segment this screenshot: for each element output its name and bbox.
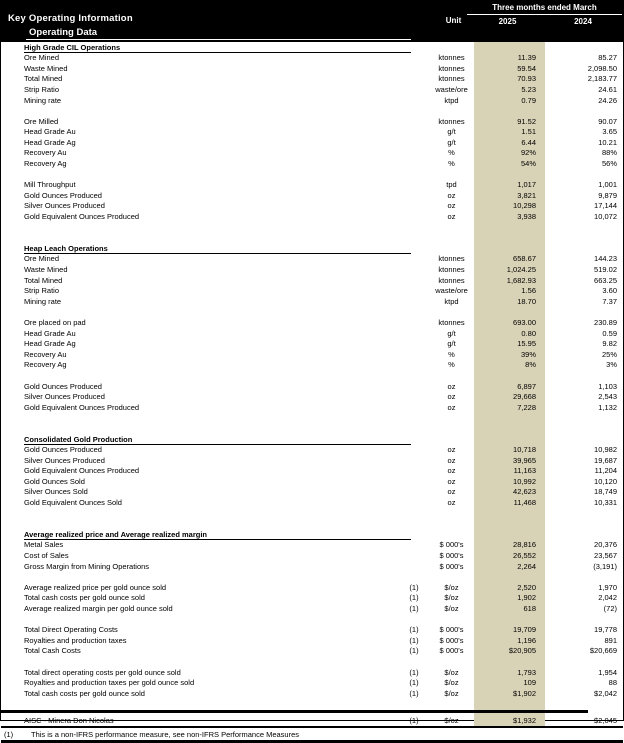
row-value-2024: 1,970 bbox=[598, 582, 617, 592]
row-value-2024: 2,543 bbox=[598, 392, 617, 402]
row-unit: $ 000's bbox=[439, 540, 464, 550]
row-unit: oz bbox=[447, 476, 456, 486]
row-value-2025: 1,682.93 bbox=[474, 275, 545, 286]
spacer-row bbox=[1, 169, 623, 180]
row-value-2024: 24.61 bbox=[598, 84, 617, 94]
section-title: Heap Leach Operations bbox=[24, 243, 108, 253]
row-value-2024: 230.89 bbox=[594, 317, 617, 327]
row-unit: waste/ore bbox=[435, 84, 468, 94]
row-value-2025: 1,902 bbox=[474, 593, 545, 604]
row-value-2024: 144.23 bbox=[594, 254, 617, 264]
row-value-2025: 10,718 bbox=[474, 445, 545, 456]
table-row bbox=[1, 317, 623, 328]
row-unit: ktonnes bbox=[438, 53, 465, 63]
table-row bbox=[1, 561, 623, 572]
row-label: Strip Ratio bbox=[24, 286, 60, 296]
table-row bbox=[1, 360, 623, 371]
row-value-2024: 9,879 bbox=[598, 190, 617, 200]
row-value-2025: 70.93 bbox=[474, 74, 545, 85]
table-row bbox=[1, 127, 623, 138]
row-unit: ktonnes bbox=[438, 254, 465, 264]
spacer-row bbox=[1, 519, 623, 530]
row-value-2025: 18.70 bbox=[474, 296, 545, 307]
row-unit: $ 000's bbox=[439, 561, 464, 571]
table-row bbox=[1, 275, 623, 286]
row-label: Recovery Au bbox=[24, 349, 67, 359]
row-value-2025: 15.95 bbox=[474, 339, 545, 350]
row-label: Ore Milled bbox=[24, 116, 59, 126]
row-unit: oz bbox=[447, 487, 456, 497]
section-value-2025 bbox=[474, 529, 545, 540]
row-value-2024: 1,132 bbox=[598, 402, 617, 412]
row-footnote-ref: (1) bbox=[409, 582, 419, 592]
row-label: Average realized price per gold ounce sold bbox=[24, 582, 167, 592]
row-value-2024: 10,072 bbox=[594, 212, 617, 222]
row-label: Silver Ounces Produced bbox=[24, 455, 105, 465]
table-row bbox=[1, 328, 623, 339]
row-unit: oz bbox=[447, 445, 456, 455]
row-value-2025: 3,821 bbox=[474, 190, 545, 201]
section-value-2025 bbox=[474, 434, 545, 445]
row-unit: $/oz bbox=[444, 582, 459, 592]
report-header bbox=[1, 1, 623, 42]
row-value-2024: $2,042 bbox=[594, 688, 617, 698]
row-unit: $/oz bbox=[444, 678, 459, 688]
row-value-2024: $2,045 bbox=[594, 715, 617, 725]
row-unit: g/t bbox=[447, 127, 456, 137]
row-label: Total direct operating costs per gold ounce sold bbox=[24, 667, 181, 677]
row-unit: ktonnes bbox=[438, 265, 465, 275]
aisc-row bbox=[1, 715, 623, 726]
row-value-2024: 85.27 bbox=[598, 53, 617, 63]
unit-column-header: Unit bbox=[445, 16, 462, 25]
spacer-value-2025 bbox=[474, 423, 545, 434]
spacer-value-2025 bbox=[474, 699, 545, 710]
spacer-value-2025 bbox=[474, 169, 545, 180]
spacer-value-2025 bbox=[474, 656, 545, 667]
row-label: Ore Mined bbox=[24, 53, 60, 63]
spacer-value-2025 bbox=[474, 572, 545, 583]
row-unit: g/t bbox=[447, 339, 456, 349]
row-unit: ktonnes bbox=[438, 63, 465, 73]
row-value-2025: 1,196 bbox=[474, 635, 545, 646]
row-label: Average realized margin per gold ounce sold bbox=[24, 604, 173, 614]
row-value-2024: 663.25 bbox=[594, 275, 617, 285]
row-value-2024: 3.60 bbox=[602, 286, 617, 296]
row-value-2024: 1,001 bbox=[598, 180, 617, 190]
table-row bbox=[1, 148, 623, 159]
row-label: Silver Ounces Produced bbox=[24, 392, 105, 402]
row-value-2024: 10,120 bbox=[594, 476, 617, 486]
row-value-2025: 5.23 bbox=[474, 84, 545, 95]
table-row bbox=[1, 286, 623, 297]
period-underline bbox=[467, 14, 622, 15]
spacer-value-2025 bbox=[474, 508, 545, 519]
row-label: Gold Ounces Produced bbox=[24, 445, 102, 455]
table-row bbox=[1, 212, 623, 223]
row-label: Total Direct Operating Costs bbox=[24, 625, 118, 635]
table-row bbox=[1, 487, 623, 498]
year-2025-column-header: 2025 bbox=[498, 17, 517, 26]
row-label: Head Grade Au bbox=[24, 328, 76, 338]
table-row bbox=[1, 455, 623, 466]
row-unit: % bbox=[448, 148, 455, 158]
table-row bbox=[1, 339, 623, 350]
row-label: Royalties and production taxes per gold ounce sold bbox=[24, 678, 195, 688]
row-value-2024: 1,954 bbox=[598, 667, 617, 677]
row-value-2024: 7.37 bbox=[602, 296, 617, 306]
row-value-2025: 109 bbox=[474, 678, 545, 689]
row-unit: $/oz bbox=[444, 593, 459, 603]
table-row bbox=[1, 159, 623, 170]
row-label: Recovery Ag bbox=[24, 360, 67, 370]
row-label: Gold Equivalent Ounces Produced bbox=[24, 402, 140, 412]
row-value-2025: $1,902 bbox=[474, 688, 545, 699]
row-label: Total cash costs per gold ounce sold bbox=[24, 593, 145, 603]
spacer-value-2025 bbox=[474, 106, 545, 117]
row-label: Recovery Ag bbox=[24, 159, 67, 169]
table-row bbox=[1, 137, 623, 148]
row-value-2024: 56% bbox=[601, 159, 617, 169]
row-value-2025: 91.52 bbox=[474, 116, 545, 127]
row-unit: oz bbox=[447, 190, 456, 200]
row-value-2024: 0.59 bbox=[602, 328, 617, 338]
row-label: Ore placed on pad bbox=[24, 317, 86, 327]
table-row bbox=[1, 84, 623, 95]
row-unit: g/t bbox=[447, 137, 456, 147]
row-footnote-ref: (1) bbox=[409, 625, 419, 635]
section-title: Average realized price and Average realized margin bbox=[24, 529, 207, 539]
table-row bbox=[1, 445, 623, 456]
row-label: Waste Mined bbox=[24, 265, 68, 275]
table-row bbox=[1, 466, 623, 477]
row-value-2025: 11,163 bbox=[474, 466, 545, 477]
row-label: Gross Margin from Mining Operations bbox=[24, 561, 150, 571]
table-row bbox=[1, 551, 623, 562]
row-value-2025: 8% bbox=[474, 360, 545, 371]
row-value-2024: 90.07 bbox=[598, 116, 617, 126]
table-body bbox=[1, 42, 623, 726]
row-unit: ktonnes bbox=[438, 74, 465, 84]
row-unit: $/oz bbox=[444, 604, 459, 614]
table-row bbox=[1, 349, 623, 360]
spacer-value-2025 bbox=[474, 370, 545, 381]
row-value-2025: 1,793 bbox=[474, 667, 545, 678]
table-row bbox=[1, 476, 623, 487]
table-row bbox=[1, 593, 623, 604]
row-label: Head Grade Au bbox=[24, 127, 76, 137]
spacer-row bbox=[1, 656, 623, 667]
row-value-2024: 88% bbox=[601, 148, 617, 158]
row-unit: % bbox=[448, 159, 455, 169]
spacer-value-2025 bbox=[474, 222, 545, 233]
row-label: Total Mined bbox=[24, 275, 63, 285]
row-label: Silver Ounces Produced bbox=[24, 201, 105, 211]
row-label: AISC - Minera Don Nicolas bbox=[24, 715, 114, 725]
row-unit: oz bbox=[447, 466, 456, 476]
table-row bbox=[1, 180, 623, 191]
row-value-2024: 19,687 bbox=[594, 455, 617, 465]
row-value-2025: 92% bbox=[474, 148, 545, 159]
row-label: Mining rate bbox=[24, 95, 62, 105]
section-header-row bbox=[1, 42, 623, 53]
row-value-2025: 39% bbox=[474, 349, 545, 360]
row-value-2025: 7,228 bbox=[474, 402, 545, 413]
row-value-2025: 6.44 bbox=[474, 137, 545, 148]
row-value-2024: 2,042 bbox=[598, 593, 617, 603]
row-label: Recovery Au bbox=[24, 148, 67, 158]
row-label: Gold Ounces Produced bbox=[24, 190, 102, 200]
row-value-2024: 20,376 bbox=[594, 540, 617, 550]
row-value-2024: 19,778 bbox=[594, 625, 617, 635]
table-row bbox=[1, 688, 623, 699]
spacer-value-2025 bbox=[474, 307, 545, 318]
row-unit: g/t bbox=[447, 328, 456, 338]
row-label: Ore Mined bbox=[24, 254, 60, 264]
row-footnote-ref: (1) bbox=[409, 646, 419, 656]
table-row bbox=[1, 540, 623, 551]
row-value-2024: 10,331 bbox=[594, 498, 617, 508]
spacer-value-2025 bbox=[474, 413, 545, 424]
row-value-2025: 658.67 bbox=[474, 254, 545, 265]
table-row bbox=[1, 116, 623, 127]
row-unit: waste/ore bbox=[435, 286, 468, 296]
row-value-2024: 10.21 bbox=[598, 137, 617, 147]
table-row bbox=[1, 296, 623, 307]
spacer-row bbox=[1, 699, 623, 710]
table-row bbox=[1, 381, 623, 392]
row-value-2025: 1,017 bbox=[474, 180, 545, 191]
row-value-2025: 2,520 bbox=[474, 582, 545, 593]
row-unit: $/oz bbox=[444, 688, 459, 698]
spacer-row bbox=[1, 222, 623, 233]
spacer-row bbox=[1, 307, 623, 318]
row-value-2024: 2,098.50 bbox=[587, 63, 617, 73]
row-unit: ktonnes bbox=[438, 116, 465, 126]
spacer-row bbox=[1, 423, 623, 434]
row-unit: oz bbox=[447, 201, 456, 211]
row-value-2024: 88 bbox=[608, 678, 617, 688]
row-value-2024: 25% bbox=[601, 349, 617, 359]
row-unit: oz bbox=[447, 455, 456, 465]
spacer-row bbox=[1, 106, 623, 117]
spacer-row bbox=[1, 572, 623, 583]
row-footnote-ref: (1) bbox=[409, 667, 419, 677]
row-label: Gold Equivalent Ounces Produced bbox=[24, 212, 140, 222]
row-value-2024: 17,144 bbox=[594, 201, 617, 211]
row-label: Gold Equivalent Ounces Produced bbox=[24, 466, 140, 476]
subtitle-underline bbox=[26, 39, 411, 40]
row-unit: oz bbox=[447, 402, 456, 412]
row-unit: oz bbox=[447, 212, 456, 222]
section-value-2025 bbox=[474, 42, 545, 53]
footnote-text: This is a non-IFRS performance measure, see non-IFRS Performance Measures bbox=[31, 729, 300, 739]
table-row bbox=[1, 74, 623, 85]
row-value-2025: 0.79 bbox=[474, 95, 545, 106]
row-value-2025: $1,932 bbox=[474, 715, 545, 726]
row-unit: $ 000's bbox=[439, 625, 464, 635]
table-row bbox=[1, 625, 623, 636]
period-column-header: Three months ended March bbox=[492, 3, 597, 12]
row-value-2024: 18,749 bbox=[594, 487, 617, 497]
row-unit: ktonnes bbox=[438, 317, 465, 327]
table-row bbox=[1, 635, 623, 646]
table-row bbox=[1, 63, 623, 74]
row-unit: % bbox=[448, 360, 455, 370]
row-value-2025: 10,298 bbox=[474, 201, 545, 212]
row-footnote-ref: (1) bbox=[409, 593, 419, 603]
row-value-2025: 29,668 bbox=[474, 392, 545, 403]
row-label: Mining rate bbox=[24, 296, 62, 306]
row-unit: oz bbox=[447, 498, 456, 508]
row-footnote-ref: (1) bbox=[409, 715, 419, 725]
row-value-2025: 3,938 bbox=[474, 212, 545, 223]
row-footnote-ref: (1) bbox=[409, 678, 419, 688]
section-header-row bbox=[1, 243, 623, 254]
table-row bbox=[1, 603, 623, 614]
row-label: Mill Throughput bbox=[24, 180, 76, 190]
table-row bbox=[1, 678, 623, 689]
spacer-row bbox=[1, 614, 623, 625]
spacer-row bbox=[1, 508, 623, 519]
table-row bbox=[1, 201, 623, 212]
row-value-2025: 39,965 bbox=[474, 455, 545, 466]
row-unit: $/oz bbox=[444, 715, 459, 725]
row-value-2024: (3,191) bbox=[593, 561, 617, 571]
page-title: Key Operating Information bbox=[8, 13, 133, 24]
row-value-2024: 10,982 bbox=[594, 445, 617, 455]
row-unit: tpd bbox=[446, 180, 457, 190]
table-row bbox=[1, 667, 623, 678]
row-label: Total Cash Costs bbox=[24, 646, 81, 656]
row-value-2025: 59.54 bbox=[474, 63, 545, 74]
row-value-2025: 1.56 bbox=[474, 286, 545, 297]
row-value-2025: 6,897 bbox=[474, 381, 545, 392]
table-row bbox=[1, 402, 623, 413]
row-footnote-ref: (1) bbox=[409, 688, 419, 698]
spacer-value-2025 bbox=[474, 233, 545, 244]
row-value-2025: 11.39 bbox=[474, 53, 545, 64]
row-value-2025: 26,552 bbox=[474, 551, 545, 562]
row-footnote-ref: (1) bbox=[409, 604, 419, 614]
row-label: Cost of Sales bbox=[24, 551, 69, 561]
row-value-2025: 19,709 bbox=[474, 625, 545, 636]
row-unit: % bbox=[448, 349, 455, 359]
row-label: Total cash costs per gold ounce sold bbox=[24, 688, 145, 698]
aisc-separator-bar bbox=[1, 710, 588, 713]
row-value-2025: 2,264 bbox=[474, 561, 545, 572]
section-title: Consolidated Gold Production bbox=[24, 434, 133, 444]
row-footnote-ref: (1) bbox=[409, 635, 419, 645]
row-value-2024: 891 bbox=[604, 635, 617, 645]
spacer-row bbox=[1, 413, 623, 424]
row-value-2025: 1,024.25 bbox=[474, 264, 545, 275]
row-value-2025: 0.80 bbox=[474, 328, 545, 339]
row-label: Waste Mined bbox=[24, 63, 68, 73]
section-header-row bbox=[1, 434, 623, 445]
row-value-2025: 1.51 bbox=[474, 127, 545, 138]
row-unit: ktpd bbox=[444, 296, 459, 306]
row-value-2025: 11,468 bbox=[474, 498, 545, 509]
row-label: Total Mined bbox=[24, 74, 63, 84]
spacer-value-2025 bbox=[474, 614, 545, 625]
table-row bbox=[1, 254, 623, 265]
row-value-2025: 54% bbox=[474, 159, 545, 170]
row-value-2024: 1,103 bbox=[598, 381, 617, 391]
row-value-2025: $20,905 bbox=[474, 646, 545, 657]
row-unit: ktpd bbox=[444, 95, 459, 105]
row-value-2025: 618 bbox=[474, 603, 545, 614]
table-row bbox=[1, 95, 623, 106]
spacer-value-2025 bbox=[474, 519, 545, 530]
row-unit: $ 000's bbox=[439, 635, 464, 645]
section-value-2025 bbox=[474, 243, 545, 254]
row-value-2025: 42,623 bbox=[474, 487, 545, 498]
row-label: Head Grade Ag bbox=[24, 339, 76, 349]
table-row bbox=[1, 582, 623, 593]
spacer-row bbox=[1, 233, 623, 244]
footnote-row bbox=[1, 728, 623, 740]
spacer-row bbox=[1, 370, 623, 381]
row-value-2024: 11,204 bbox=[594, 466, 617, 476]
row-value-2024: (72) bbox=[603, 604, 617, 614]
row-unit: $ 000's bbox=[439, 646, 464, 656]
table-row bbox=[1, 264, 623, 275]
year-2024-column-header: 2024 bbox=[574, 17, 592, 26]
row-label: Royalties and production taxes bbox=[24, 635, 127, 645]
row-unit: ktonnes bbox=[438, 275, 465, 285]
operating-data-subtitle: Operating Data bbox=[29, 27, 98, 38]
table-row bbox=[1, 53, 623, 64]
table-row bbox=[1, 498, 623, 509]
row-value-2024: 2,183.77 bbox=[587, 74, 617, 84]
row-value-2024: $20,669 bbox=[589, 646, 617, 656]
row-value-2024: 3.65 bbox=[602, 127, 617, 137]
row-value-2025: 693.00 bbox=[474, 317, 545, 328]
row-label: Head Grade Ag bbox=[24, 137, 76, 147]
section-header-row bbox=[1, 529, 623, 540]
row-label: Silver Ounces Sold bbox=[24, 487, 88, 497]
section-title: High Grade CIL Operations bbox=[24, 42, 121, 52]
row-unit: $ 000's bbox=[439, 551, 464, 561]
row-label: Gold Ounces Sold bbox=[24, 476, 85, 486]
row-value-2024: 23,567 bbox=[594, 551, 617, 561]
table-row bbox=[1, 190, 623, 201]
row-unit: oz bbox=[447, 392, 456, 402]
table-row bbox=[1, 392, 623, 403]
row-value-2024: 519.02 bbox=[594, 265, 617, 275]
row-unit: $/oz bbox=[444, 667, 459, 677]
row-label: Metal Sales bbox=[24, 540, 64, 550]
row-label: Gold Ounces Produced bbox=[24, 381, 102, 391]
row-value-2024: 9.82 bbox=[602, 339, 617, 349]
row-value-2024: 24.26 bbox=[598, 95, 617, 105]
footnote-marker: (1) bbox=[4, 729, 14, 739]
table-row bbox=[1, 646, 623, 657]
row-label: Gold Equivalent Ounces Sold bbox=[24, 498, 122, 508]
row-value-2024: 3% bbox=[606, 360, 617, 370]
row-unit: oz bbox=[447, 381, 456, 391]
row-label: Strip Ratio bbox=[24, 84, 60, 94]
row-value-2025: 10,992 bbox=[474, 476, 545, 487]
row-value-2025: 28,816 bbox=[474, 540, 545, 551]
